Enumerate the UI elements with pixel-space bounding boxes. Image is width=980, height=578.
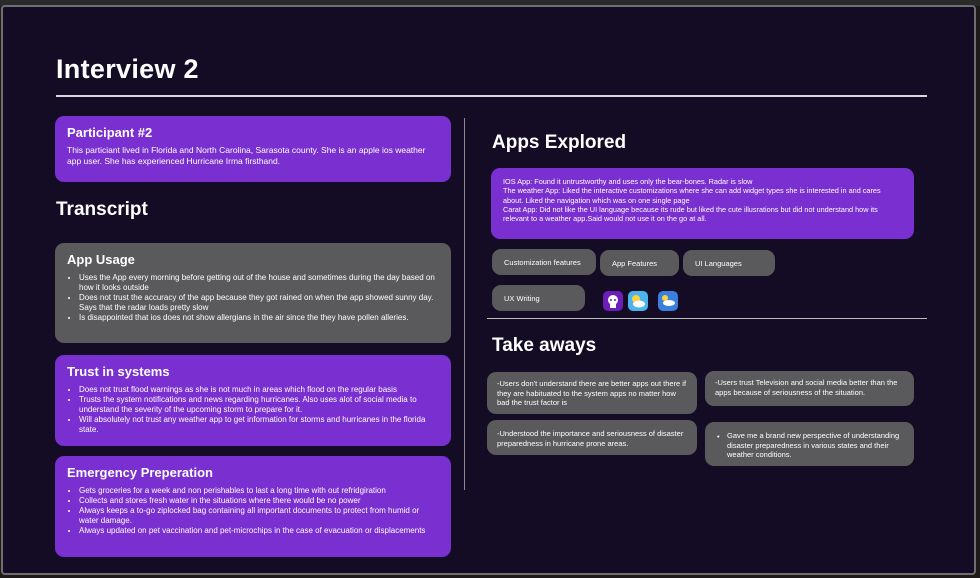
apps-heading: Apps Explored (492, 132, 627, 153)
tag-ux-writing: UX Writing (492, 285, 585, 311)
list-item: • Is disappointed that ios does not show allergians in the air since the they have pollen alleries. (79, 313, 439, 323)
takeaway-card: -Users trust Television and social media better than the apps because of seriousness of the situation. (705, 371, 914, 406)
list-item: • Uses the App every morning before getting out of the house and sometimes during the day based on how it looks outside (79, 273, 439, 293)
tag-customization-features: Customization features (492, 249, 596, 275)
list-item: • Does not trust the accuracy of the app because they got rained on when the app showed sunny day. Says that the radar loads pretty slow (79, 293, 439, 313)
transcript-heading: Transcript (56, 199, 148, 220)
page-title: Interview 2 (56, 54, 199, 84)
participant-card (55, 116, 451, 182)
emergency-card (55, 456, 451, 557)
participant-text: This particiant lived in Florida and North Carolina, Sarasota county. She is an apple ios weather app user. She has experienced Hurricane Irma firsthand. (67, 145, 426, 166)
tag-app-features: App Features (600, 250, 679, 276)
takeaway-card-bullet (705, 422, 914, 466)
apps-note-ios: IOS App: Found it untrustworthy and uses only the bear-bones. Radar is slow (503, 177, 753, 186)
title-divider (56, 95, 927, 97)
app-usage-title: App Usage (67, 252, 135, 267)
participant-title: Participant #2 (67, 125, 153, 140)
apps-note-carat: Carat App: Did not like the UI language because its rude but liked the cute illusrations but did not understand how its relevant to a weather app.Said would not use it on the go at all. (503, 204, 878, 224)
weather-app-icon (628, 291, 648, 311)
apps-note-weather: The weather App: Liked the interactive customizations where she can add widget types she is interested in and cares about. Liked the navigation which was on one single page (503, 186, 881, 205)
trust-card (55, 355, 451, 446)
tag-ui-languages: UI Languages (683, 250, 775, 276)
ios-weather-icon (658, 291, 678, 311)
carrot-weather-icon (603, 291, 623, 311)
apps-notes-card (491, 168, 914, 239)
list-item: • Will absolutely not trust any weather app to get information for storms and hurricanes in the florida state. (79, 415, 439, 435)
emergency-title: Emergency Preperation (67, 465, 213, 480)
takeaway-card: -Users don't understand there are better apps out there if they are habituated to the system apps no matter how bad the trust factor is (487, 372, 697, 414)
list-item: • Does not trust flood warnings as she is not much in areas which flood on the regular basis (79, 385, 439, 395)
bullet-icon: • (717, 432, 720, 441)
list-item: • Collects and stores fresh water in the situations where there would be no power (79, 496, 439, 506)
list-item: • Always updated on pet vaccination and pet-microchips in the case of evacuation or displacements (79, 526, 439, 536)
takeaway-text: Gave me a brand new perspective of understanding disaster preparedness in various states and their weather conditions. (727, 431, 900, 459)
takeaway-card: -Understood the importance and seriousness of disaster preparedness in hurricane prone areas. (487, 420, 697, 455)
trust-title: Trust in systems (67, 364, 170, 379)
list-item: • Always keeps a to-go ziplocked bag containing all important documents to protect from humid or water damage. (79, 506, 439, 526)
app-usage-card (55, 243, 451, 343)
takeaways-heading: Take aways (492, 335, 597, 356)
list-item: • Trusts the system notifications and news regarding hurricanes. Also uses alot of social media to understand the severity of the upcoming storm to prepare for it. (79, 395, 439, 415)
list-item: • Gets groceries for a week and non perishables to last a long time with out refridgiration (79, 486, 439, 496)
column-divider (464, 118, 465, 490)
takeaways-divider (487, 318, 927, 319)
